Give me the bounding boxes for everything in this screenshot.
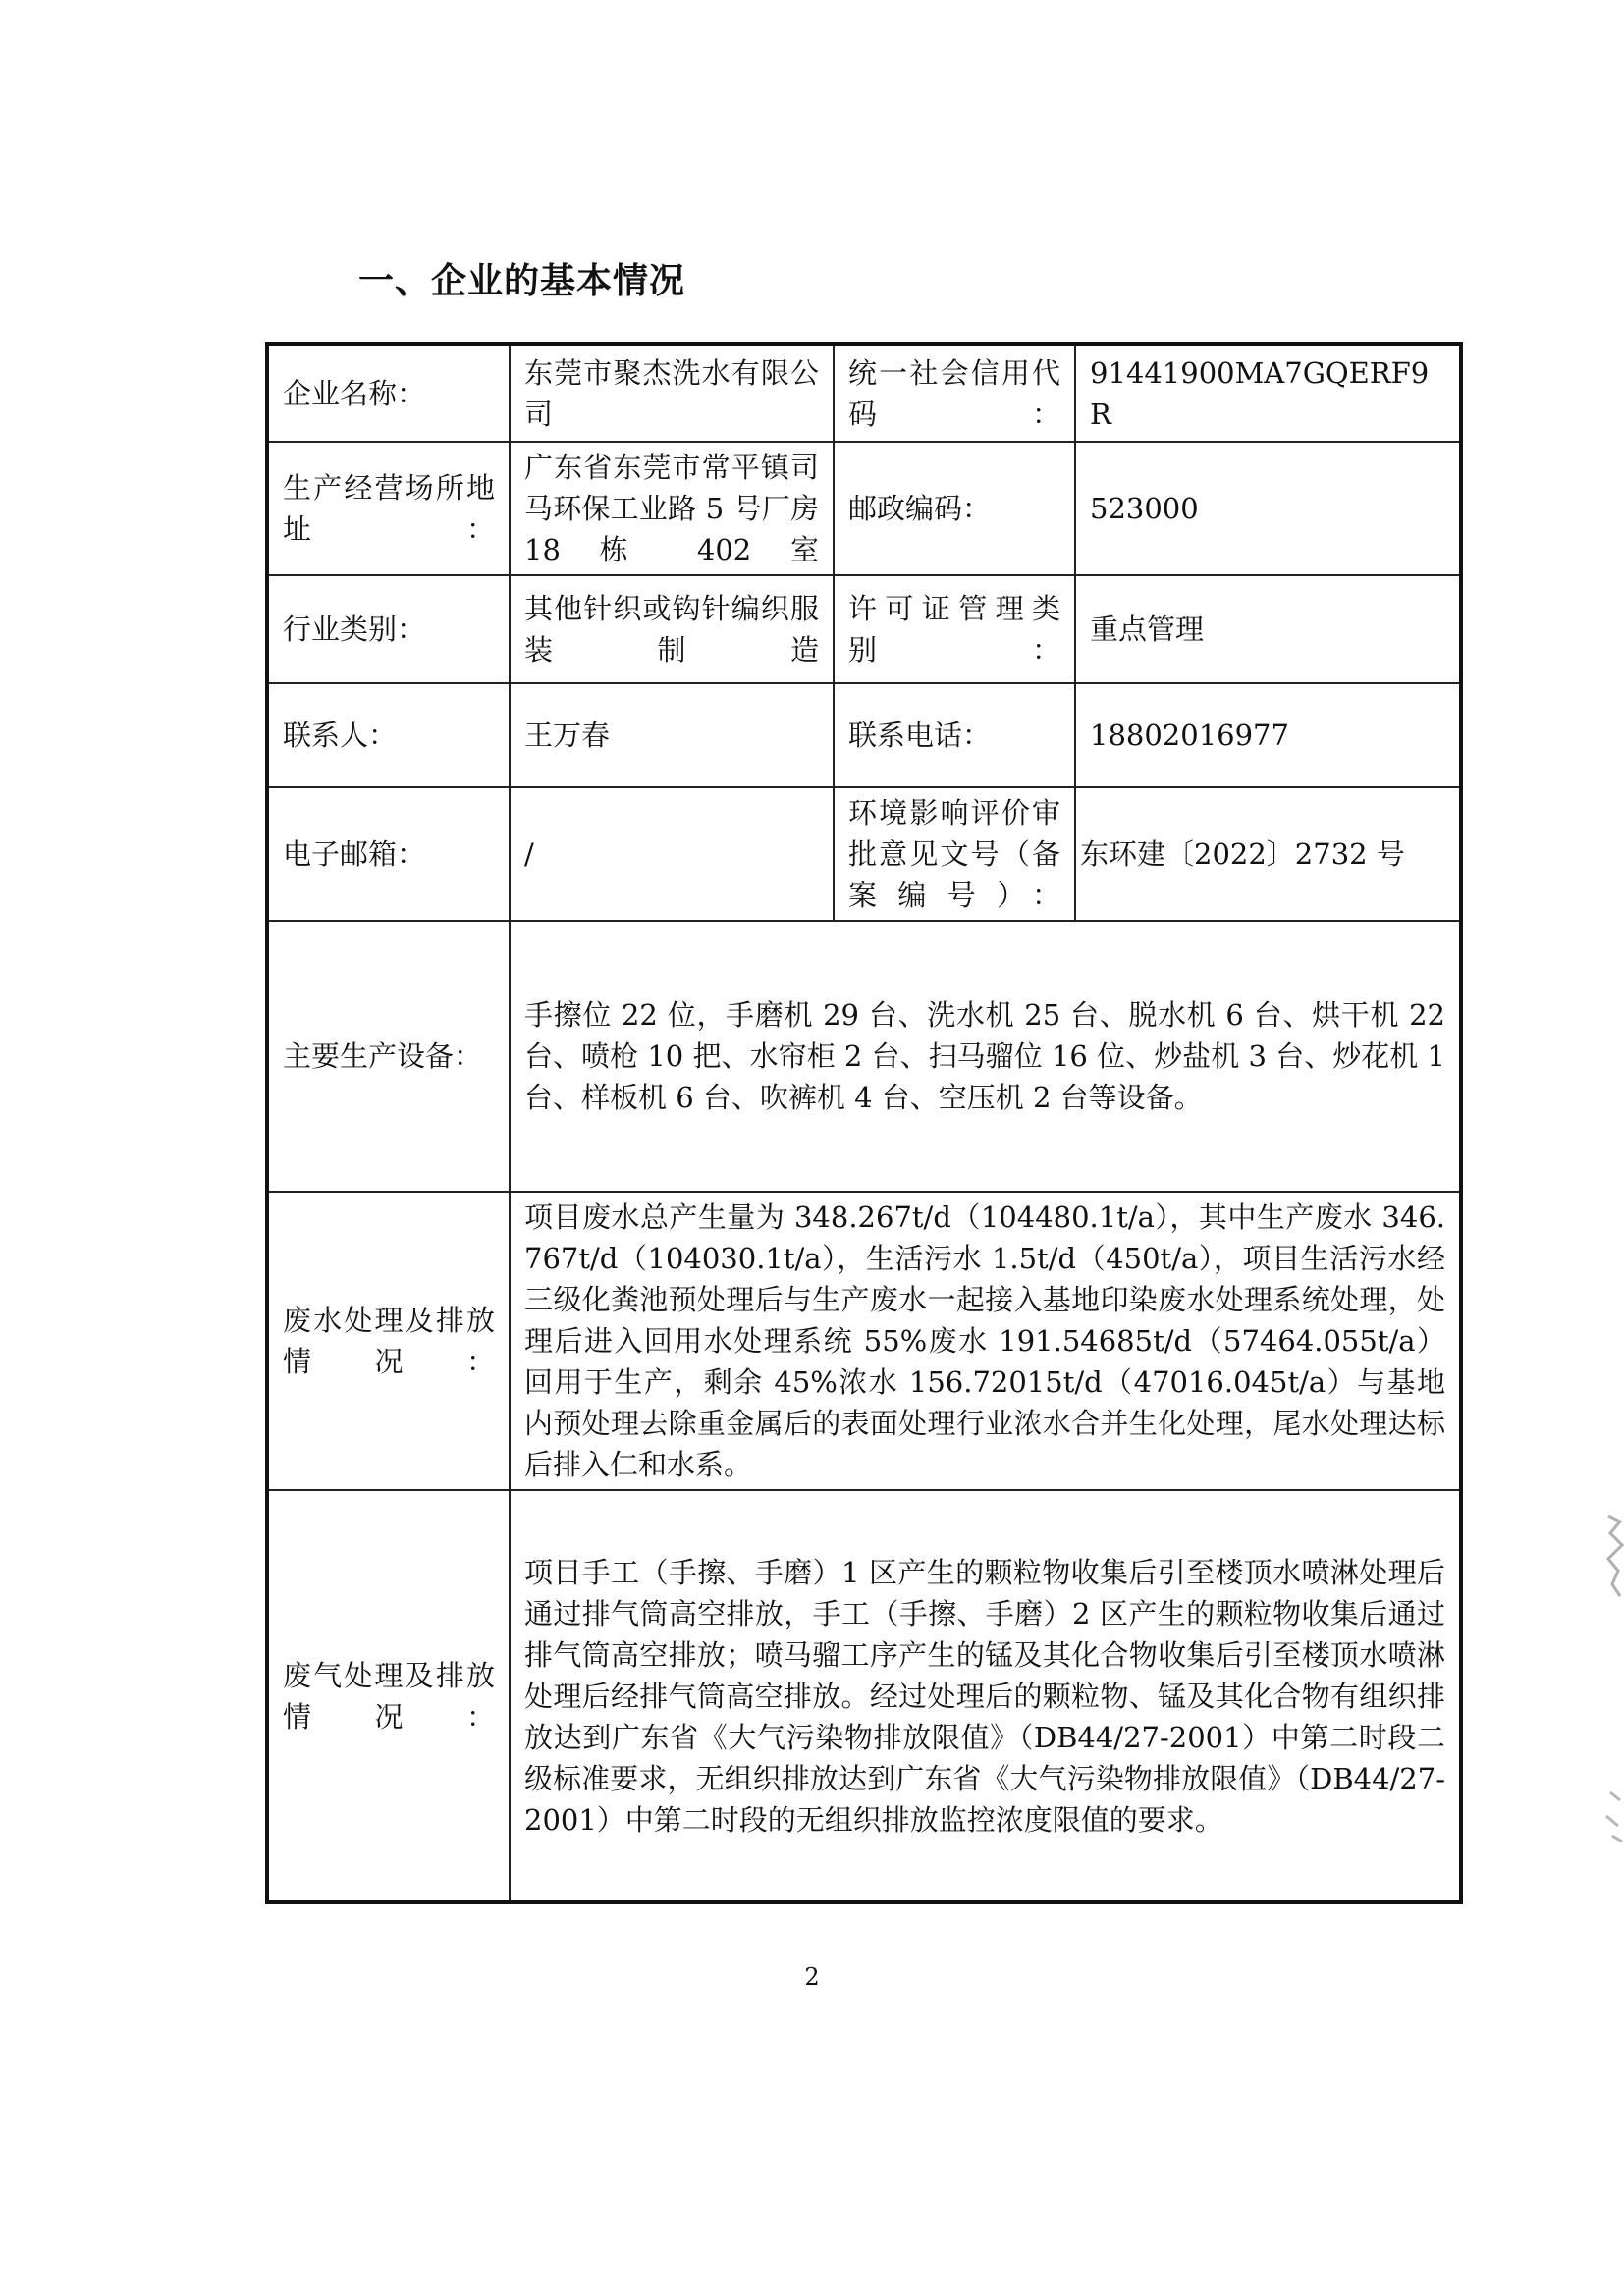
license-mgmt-value: 重点管理	[1075, 575, 1461, 683]
postal-code-value: 523000	[1075, 442, 1461, 575]
contact-label: 联系人：	[267, 683, 510, 787]
table-row	[267, 344, 1461, 442]
waste-gas-value: 项目手工（手擦、手磨）1 区产生的颗粒物收集后引至楼顶水喷淋处理后通过排气筒高空排放，手工（手擦、手磨）2 区产生的颗粒物收集后通过排气筒高空排放；喷马骝工序产生的锰及其化合物收集后引至楼顶水喷淋处理后经排气筒高空排放。经过处理后的颗粒物、锰及其化合物有组织排放达到广东省《大气污染物排放限值》（DB44/27-2001）中第二时段二级标准要求，无组织排放达到广东省《大气污染物排放限值》（DB44/27-2001）中第二时段的无组织排放监控浓度限值的要求。	[510, 1490, 1461, 1902]
eia-doc-value: 东环建〔2022〕2732 号	[1075, 787, 1461, 921]
company-name-label: 企业名称：	[267, 344, 510, 442]
credit-code-label: 统一社会信用代码：	[834, 344, 1075, 442]
scan-edge-mark-svg	[1602, 1787, 1624, 1845]
table-row	[267, 921, 1461, 1192]
credit-code-value: 91441900MA7GQERF9R	[1075, 344, 1461, 442]
company-name-value: 东莞市聚杰洗水有限公司	[510, 344, 834, 442]
industry-value: 其他针织或钩针编织服装制造	[510, 575, 834, 683]
scan-edge-mark	[1602, 1787, 1624, 1845]
table-row	[267, 787, 1461, 921]
table-row	[267, 575, 1461, 683]
phone-label: 联系电话：	[834, 683, 1075, 787]
table-row	[267, 1490, 1461, 1902]
postal-code-label: 邮政编码：	[834, 442, 1075, 575]
scan-edge-mark-svg	[1602, 1512, 1624, 1600]
table-row	[267, 683, 1461, 787]
section-title: 一、企业的基本情况	[358, 261, 686, 301]
phone-value: 18802016977	[1075, 683, 1461, 787]
email-value: /	[510, 787, 834, 921]
table-row	[267, 1192, 1461, 1490]
contact-value: 王万春	[510, 683, 834, 787]
wastewater-value: 项目废水总产生量为 348.267t/d（104480.1t/a），其中生产废水 346.767t/d（104030.1t/a），生活污水 1.5t/d（450t/a），项目生活污水经三级化粪池预处理后与生产废水一起接入基地印染废水处理系统处理，处理后进入回用水处理系统 55%废水 191.54685t/d（57464.055t/a）回用于生产，剩余 45%浓水 156.72015t/d（47016.045t/a）与基地内预处理去除重金属后的表面处理行业浓水合并生化处理，尾水处理达标后排入仁和水系。	[510, 1192, 1461, 1490]
equipment-value: 手擦位 22 位，手磨机 29 台、洗水机 25 台、脱水机 6 台、烘干机 22 台、喷枪 10 把、水帘柜 2 台、扫马骝位 16 位、炒盐机 3 台、炒花机 1 台、样板机 6 台、吹裤机 4 台、空压机 2 台等设备。	[510, 921, 1461, 1192]
wastewater-label: 废水处理及排放情况：	[267, 1192, 510, 1490]
scan-edge-mark	[1602, 1512, 1624, 1600]
address-label: 生产经营场所地址：	[267, 442, 510, 575]
waste-gas-label: 废气处理及排放情况：	[267, 1490, 510, 1902]
enterprise-info-table	[265, 342, 1463, 1904]
equipment-label: 主要生产设备：	[267, 921, 510, 1192]
email-label: 电子邮箱：	[267, 787, 510, 921]
industry-label: 行业类别：	[267, 575, 510, 683]
page-number: 2	[804, 1963, 820, 1991]
table-row	[267, 442, 1461, 575]
eia-doc-label: 环境影响评价审批意见文号（备案编号）：	[834, 787, 1075, 921]
address-value: 广东省东莞市常平镇司马环保工业路 5 号厂房 18 栋 402 室	[510, 442, 834, 575]
license-mgmt-label: 许可证管理类别：	[834, 575, 1075, 683]
